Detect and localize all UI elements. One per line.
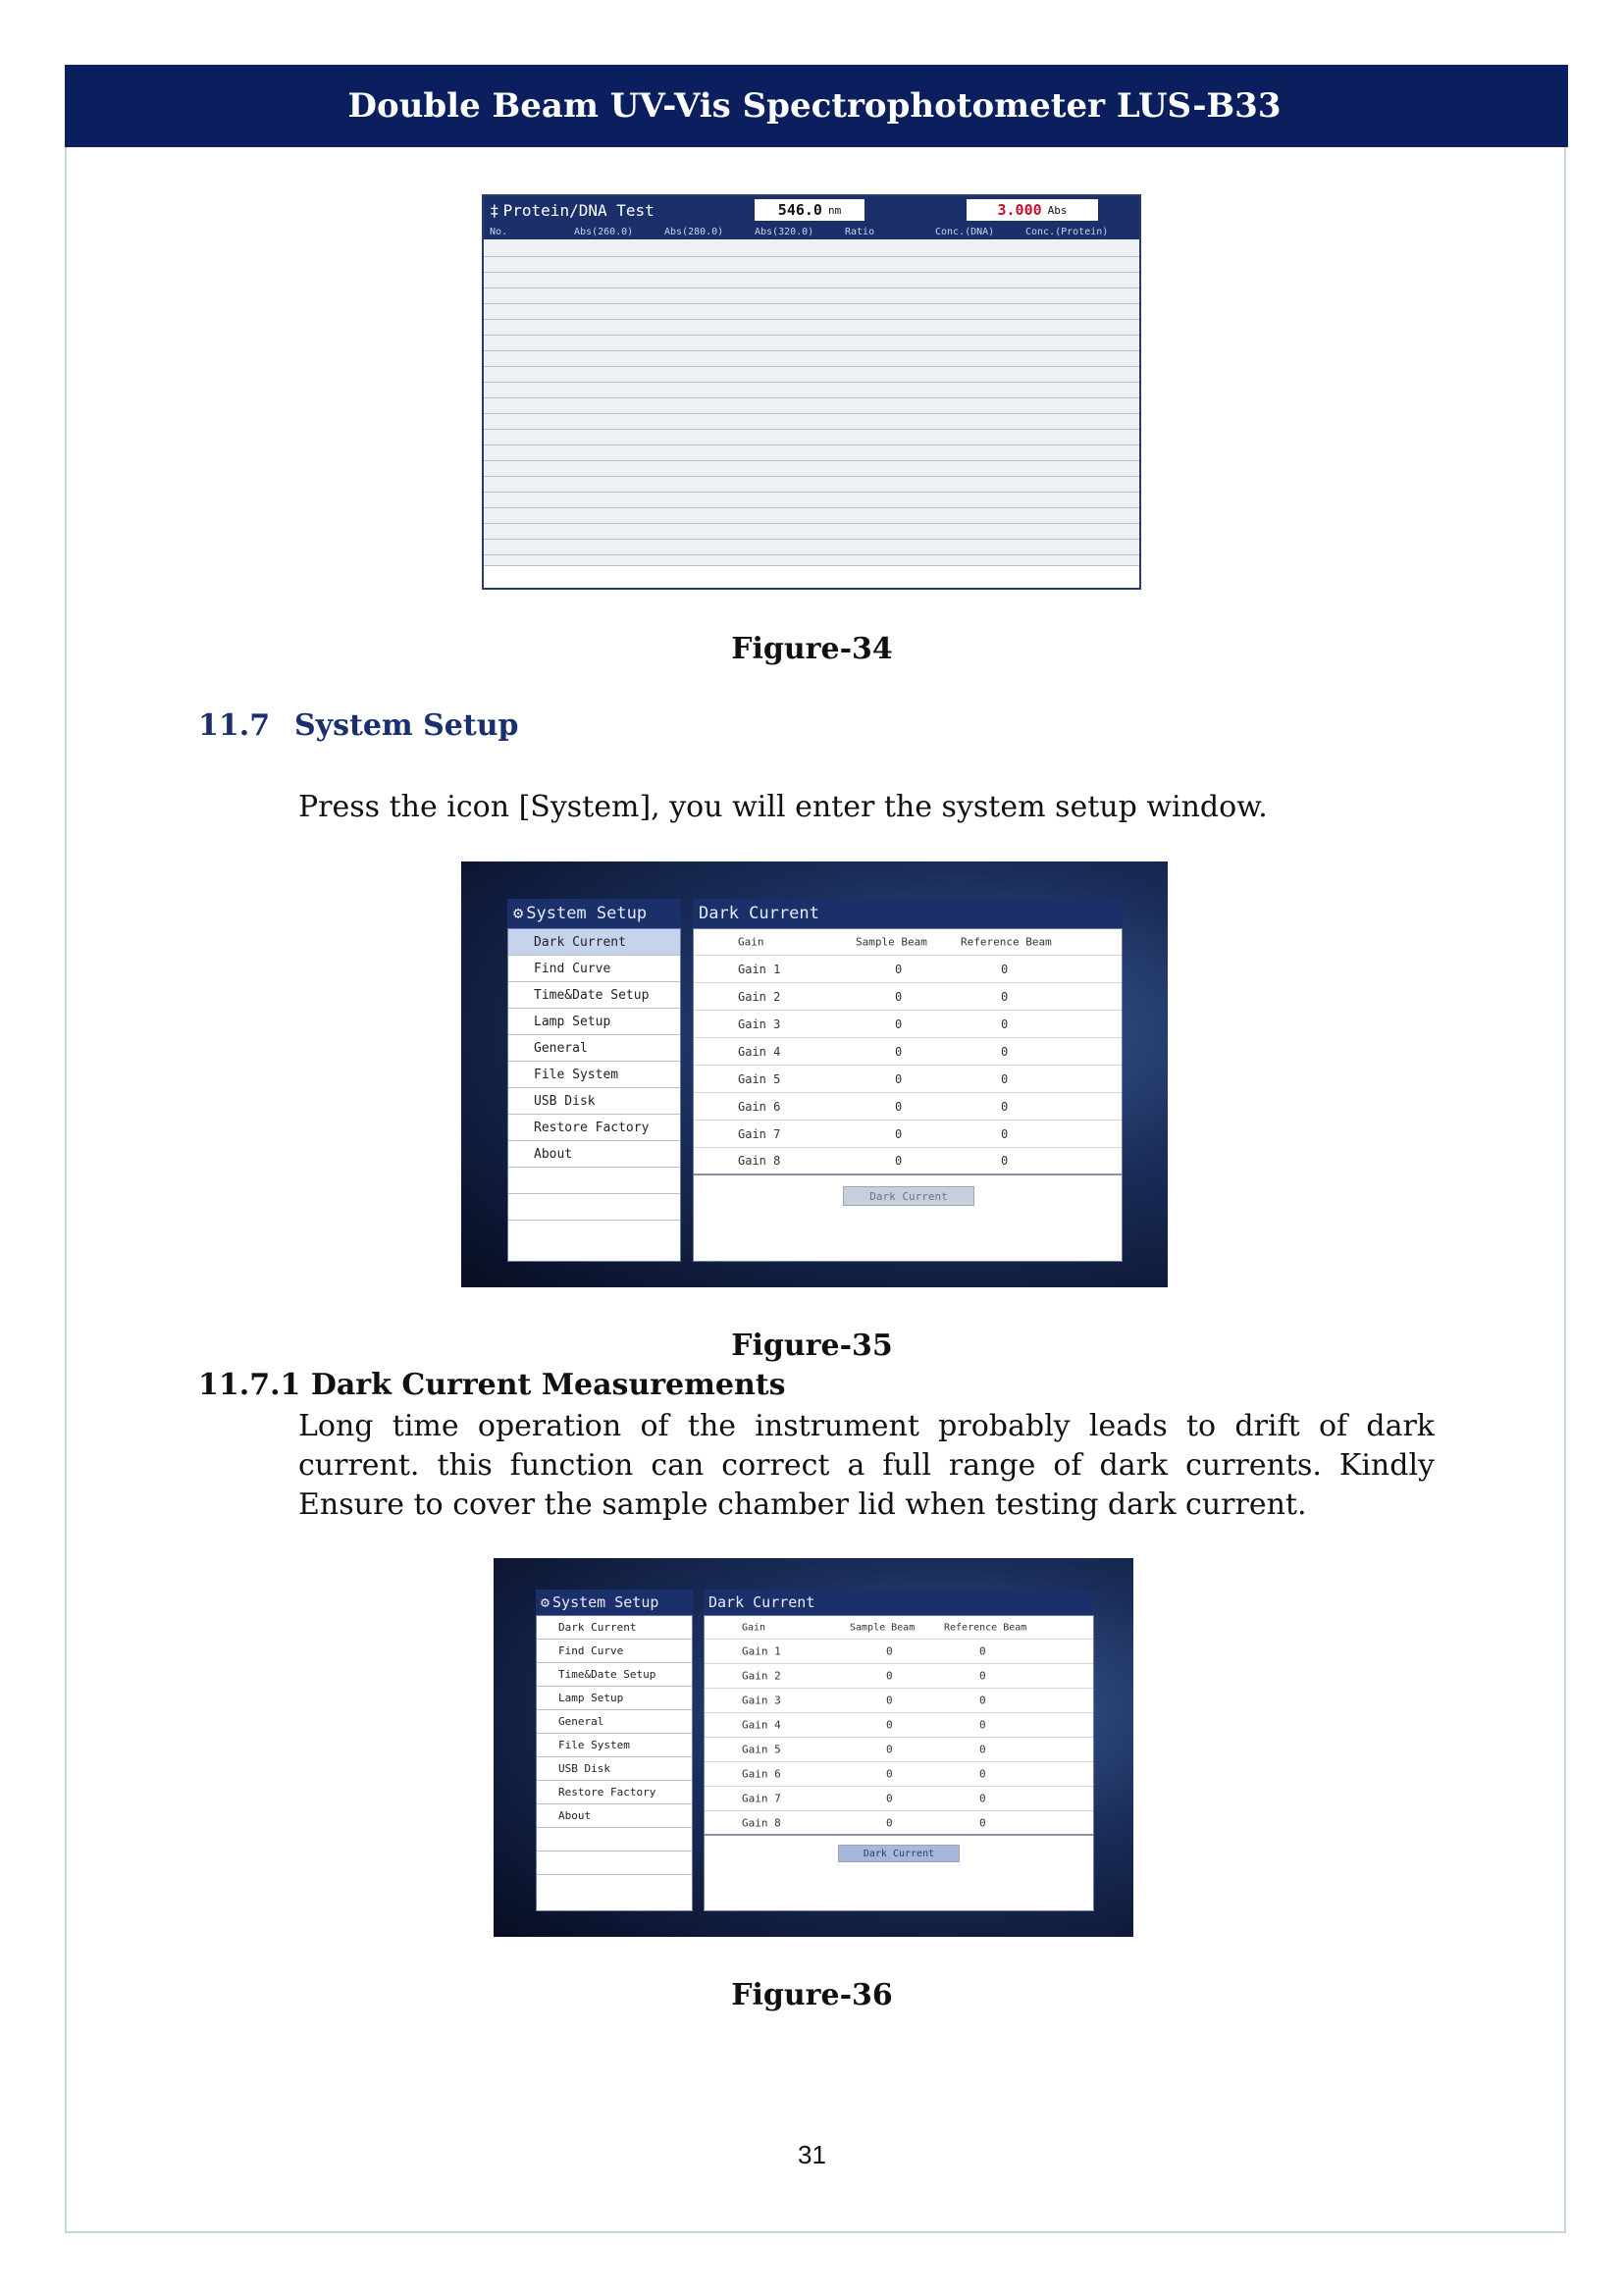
header-reference-beam: Reference Beam bbox=[961, 935, 1052, 949]
col-abs-280: Abs(280.0) bbox=[664, 226, 724, 237]
thermometer-icon: ‡ bbox=[490, 200, 499, 220]
sample-beam-value: 0 bbox=[895, 1154, 903, 1168]
dark-current-title: Dark Current bbox=[693, 899, 1123, 928]
header-sample-beam: Sample Beam bbox=[856, 935, 927, 949]
results-table-header bbox=[484, 224, 1139, 239]
reference-beam-value: 0 bbox=[1001, 1126, 1009, 1141]
table-row bbox=[705, 1811, 1093, 1836]
header-sample-beam: Sample Beam bbox=[850, 1622, 916, 1633]
menu-item-time-date-setup[interactable]: Time&Date Setup bbox=[537, 1663, 692, 1687]
table-row bbox=[694, 1011, 1122, 1038]
dark-current-button[interactable]: Dark Current bbox=[843, 1186, 974, 1206]
menu-item-usb-disk[interactable]: USB Disk bbox=[537, 1757, 692, 1781]
col-conc-dna: Conc.(DNA) bbox=[935, 226, 995, 237]
col-abs-260: Abs(260.0) bbox=[574, 226, 634, 237]
table-row bbox=[705, 1664, 1093, 1689]
system-setup-menu bbox=[507, 928, 681, 1262]
sample-beam-value: 0 bbox=[895, 962, 903, 976]
section-11-7-1-text: Long time operation of the instrument probably leads to drift of dark current. this function can correct a full range of dark currents. Kindly Ensure to cover the sample chamber lid when testing dark current. bbox=[298, 1409, 1435, 1522]
menu-item-time-date-setup[interactable]: Time&Date Setup bbox=[508, 982, 680, 1009]
system-setup-title bbox=[536, 1590, 693, 1615]
figure-34-screen bbox=[482, 194, 1141, 590]
gain-label: Gain 2 bbox=[738, 989, 781, 1004]
figure-35-screen bbox=[461, 861, 1168, 1287]
menu-item-lamp-setup[interactable]: Lamp Setup bbox=[508, 1009, 680, 1035]
gain-label: Gain 6 bbox=[738, 1099, 781, 1114]
sample-beam-value: 0 bbox=[895, 1126, 903, 1141]
reference-beam-value: 0 bbox=[1001, 989, 1009, 1004]
protein-dna-title-bar bbox=[484, 196, 1139, 224]
gain-label: Gain 5 bbox=[742, 1743, 781, 1756]
reference-beam-value: 0 bbox=[1001, 1071, 1009, 1086]
sample-beam-value: 0 bbox=[886, 1743, 893, 1756]
figure-36-screen bbox=[494, 1558, 1133, 1937]
wavelength-display bbox=[755, 199, 864, 221]
reference-beam-value: 0 bbox=[979, 1792, 986, 1805]
sample-beam-value: 0 bbox=[895, 1099, 903, 1114]
gain-label: Gain 7 bbox=[742, 1792, 781, 1805]
sample-beam-value: 0 bbox=[886, 1644, 893, 1658]
gain-label: Gain 6 bbox=[742, 1767, 781, 1781]
table-row bbox=[694, 1066, 1122, 1093]
table-row bbox=[705, 1762, 1093, 1787]
sample-beam-value: 0 bbox=[886, 1816, 893, 1829]
menu-item-lamp-setup[interactable]: Lamp Setup bbox=[537, 1687, 692, 1710]
absorbance-unit: Abs bbox=[1047, 203, 1068, 217]
sample-beam-value: 0 bbox=[895, 1044, 903, 1059]
menu-item-about[interactable]: About bbox=[537, 1804, 692, 1828]
table-row bbox=[694, 956, 1122, 983]
figure-36-caption: Figure-36 bbox=[731, 1978, 893, 2012]
dark-current-title: Dark Current bbox=[704, 1590, 1094, 1615]
window-title: Protein/DNA Test bbox=[502, 200, 655, 220]
gain-label: Gain 4 bbox=[738, 1044, 781, 1059]
table-row bbox=[694, 1093, 1122, 1121]
menu-item-file-system[interactable]: File System bbox=[508, 1062, 680, 1088]
reference-beam-value: 0 bbox=[1001, 1099, 1009, 1114]
sample-beam-value: 0 bbox=[895, 1071, 903, 1086]
sample-beam-value: 0 bbox=[895, 1017, 903, 1031]
sample-beam-value: 0 bbox=[886, 1694, 893, 1707]
header-title: Double Beam UV-Vis Spectrophotometer LUS-B33 bbox=[347, 86, 1282, 126]
menu-item-find-curve[interactable]: Find Curve bbox=[508, 956, 680, 982]
menu-item-general[interactable]: General bbox=[508, 1035, 680, 1062]
table-row bbox=[705, 1738, 1093, 1762]
reference-beam-value: 0 bbox=[979, 1718, 986, 1732]
table-row bbox=[694, 1121, 1122, 1148]
section-11-7-title: System Setup bbox=[294, 708, 519, 743]
gain-label: Gain 4 bbox=[742, 1718, 781, 1732]
table-row bbox=[694, 1038, 1122, 1066]
settings-icon: ⚙ bbox=[513, 904, 524, 923]
system-setup-title bbox=[507, 899, 681, 928]
reference-beam-value: 0 bbox=[1001, 1044, 1009, 1059]
col-ratio: Ratio bbox=[845, 226, 875, 237]
reference-beam-value: 0 bbox=[979, 1767, 986, 1781]
menu-item-about[interactable]: About bbox=[508, 1141, 680, 1168]
menu-item-dark-current[interactable]: Dark Current bbox=[537, 1616, 692, 1640]
menu-item-dark-current[interactable]: Dark Current bbox=[508, 929, 680, 956]
gain-label: Gain 1 bbox=[742, 1644, 781, 1658]
menu-empty-row bbox=[537, 1828, 692, 1852]
table-row bbox=[694, 1148, 1122, 1175]
menu-empty-row bbox=[508, 1168, 680, 1194]
section-11-7-1-title: 11.7.1 Dark Current Measurements bbox=[198, 1368, 786, 1402]
gain-label: Gain 8 bbox=[738, 1154, 781, 1168]
sample-beam-value: 0 bbox=[886, 1718, 893, 1732]
reference-beam-value: 0 bbox=[1001, 962, 1009, 976]
menu-empty-row bbox=[537, 1852, 692, 1875]
table-row bbox=[705, 1787, 1093, 1811]
wavelength-unit: nm bbox=[827, 203, 842, 217]
menu-item-usb-disk[interactable]: USB Disk bbox=[508, 1088, 680, 1115]
col-abs-320: Abs(320.0) bbox=[755, 226, 814, 237]
absorbance-display bbox=[967, 199, 1098, 221]
menu-item-find-curve[interactable]: Find Curve bbox=[537, 1640, 692, 1663]
gain-label: Gain 2 bbox=[742, 1669, 781, 1683]
gain-label: Gain 3 bbox=[738, 1017, 781, 1031]
wavelength-value: 546.0 bbox=[777, 201, 822, 219]
page-number: 31 bbox=[798, 2140, 826, 2169]
figure-34-caption: Figure-34 bbox=[731, 632, 893, 666]
system-setup-label: System Setup bbox=[552, 1593, 659, 1611]
system-setup-label: System Setup bbox=[526, 904, 648, 923]
gain-label: Gain 1 bbox=[738, 962, 781, 976]
header-reference-beam: Reference Beam bbox=[944, 1622, 1027, 1633]
reference-beam-value: 0 bbox=[979, 1694, 986, 1707]
dark-current-button[interactable]: Dark Current bbox=[838, 1845, 960, 1862]
col-no: No. bbox=[490, 226, 508, 237]
sample-beam-value: 0 bbox=[886, 1767, 893, 1781]
results-table-rows bbox=[484, 241, 1139, 566]
header-gain: Gain bbox=[738, 935, 764, 949]
reference-beam-value: 0 bbox=[1001, 1154, 1009, 1168]
gain-table-header bbox=[694, 929, 1122, 956]
table-row bbox=[694, 983, 1122, 1011]
system-setup-menu bbox=[536, 1615, 693, 1911]
gain-label: Gain 5 bbox=[738, 1071, 781, 1086]
sample-beam-value: 0 bbox=[886, 1669, 893, 1683]
menu-item-restore-factory[interactable]: Restore Factory bbox=[537, 1781, 692, 1804]
dark-current-panel bbox=[704, 1615, 1094, 1911]
reference-beam-value: 0 bbox=[979, 1743, 986, 1756]
reference-beam-value: 0 bbox=[979, 1669, 986, 1683]
sample-beam-value: 0 bbox=[895, 989, 903, 1004]
absorbance-value: 3.000 bbox=[997, 201, 1042, 219]
gain-table-header bbox=[705, 1616, 1093, 1640]
reference-beam-value: 0 bbox=[1001, 1017, 1009, 1031]
table-row bbox=[705, 1713, 1093, 1738]
sample-beam-value: 0 bbox=[886, 1792, 893, 1805]
menu-item-file-system[interactable]: File System bbox=[537, 1734, 692, 1757]
figure-35-caption: Figure-35 bbox=[731, 1329, 893, 1363]
menu-item-general[interactable]: General bbox=[537, 1710, 692, 1734]
gain-label: Gain 7 bbox=[738, 1126, 781, 1141]
reference-beam-value: 0 bbox=[979, 1816, 986, 1829]
section-11-7-text: Press the icon [System], you will enter the system setup window. bbox=[298, 790, 1268, 824]
header-gain: Gain bbox=[742, 1622, 766, 1633]
section-11-7-number: 11.7 bbox=[198, 708, 271, 743]
gain-label: Gain 8 bbox=[742, 1816, 781, 1829]
table-row bbox=[705, 1640, 1093, 1664]
col-conc-protein: Conc.(Protein) bbox=[1025, 226, 1109, 237]
dark-current-panel bbox=[693, 928, 1123, 1262]
document-header bbox=[65, 65, 1568, 147]
settings-icon: ⚙ bbox=[541, 1593, 550, 1611]
gain-label: Gain 3 bbox=[742, 1694, 781, 1707]
results-table-footer bbox=[484, 565, 1139, 588]
reference-beam-value: 0 bbox=[979, 1644, 986, 1658]
table-row bbox=[705, 1689, 1093, 1713]
menu-empty-row bbox=[508, 1194, 680, 1221]
menu-item-restore-factory[interactable]: Restore Factory bbox=[508, 1115, 680, 1141]
